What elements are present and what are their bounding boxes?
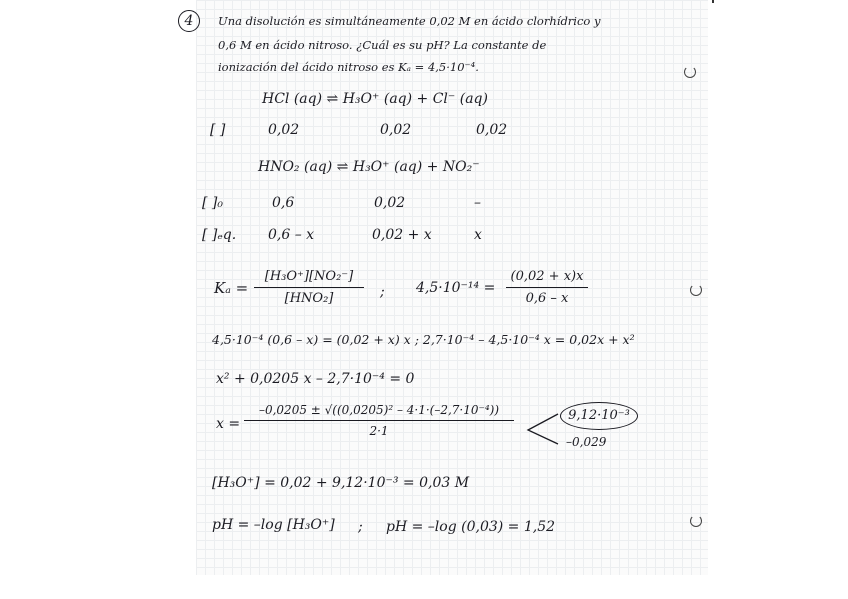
- ka-numerator: [H₃O⁺][NO₂⁻]: [264, 269, 354, 284]
- hole-punch-mark: [690, 515, 702, 527]
- branch-bracket: [524, 410, 560, 446]
- hcl-conc-cl: 0,02: [476, 122, 508, 138]
- quadratic-root-2: –0,029: [566, 435, 607, 449]
- hole-punch-mark: [690, 284, 702, 296]
- problem-line-3: ionización del ácido nitroso es Kₐ = 4,5·10⁻⁴.: [218, 60, 479, 74]
- ph-result: pH = –log (0,03) = 1,52: [386, 519, 556, 535]
- ka-separator: ;: [380, 284, 385, 300]
- ka-fraction-2: [506, 270, 588, 305]
- ka-fraction-bar: [254, 287, 364, 288]
- hno2-initial-no2: –: [474, 195, 481, 211]
- hcl-conc-hcl: 0,02: [268, 122, 300, 138]
- hno2-initial-h3o: 0,02: [374, 195, 406, 211]
- ka-numerator-2: (0,02 + x)x: [510, 269, 584, 284]
- hno2-eq-label: [ ]ₑq.: [202, 227, 237, 243]
- ka-lhs: Kₐ =: [214, 279, 249, 297]
- ka-value: 4,5·10⁻¹⁴ =: [416, 280, 496, 296]
- quadratic-fraction: [244, 404, 514, 437]
- ka-denominator-2: 0,6 – x: [525, 291, 569, 306]
- hno2-eq-h3o: 0,02 + x: [372, 227, 432, 243]
- ka-fraction-bar-2: [506, 287, 588, 288]
- ka-denominator: [HNO₂]: [284, 291, 334, 306]
- quadratic-lhs: x =: [216, 416, 241, 432]
- h3o-result: [H₃O⁺] = 0,02 + 9,12·10⁻³ = 0,03 M: [212, 475, 470, 491]
- hno2-eq-hno2: 0,6 – x: [268, 227, 315, 243]
- ph-definition: pH = –log [H₃O⁺]: [212, 517, 335, 533]
- problem-number: 4: [178, 10, 200, 32]
- hno2-eq-no2: x: [474, 227, 482, 243]
- hole-punch-mark: [684, 66, 696, 78]
- quadratic-denominator: 2·1: [369, 424, 389, 438]
- quadratic-numerator: –0,0205 ± √((0,0205)² – 4·1·(–2,7·10⁻⁴)): [258, 403, 500, 417]
- step-1: 4,5·10⁻⁴ (0,6 – x) = (0,02 + x) x ; 2,7·10⁻⁴ – 4,5·10⁻⁴ x = 0,02x + x²: [212, 332, 635, 347]
- quadratic-fraction-bar: [244, 420, 514, 421]
- ka-fraction: [254, 270, 364, 305]
- hno2-initial-hno2: 0,6: [272, 195, 295, 211]
- problem-line-2: 0,6 M en ácido nitroso. ¿Cuál es su pH? La constante de: [218, 38, 547, 52]
- hcl-conc-h3o: 0,02: [380, 122, 412, 138]
- step-2: x² + 0,0205 x – 2,7·10⁻⁴ = 0: [216, 371, 415, 387]
- hcl-reaction: HCl (aq) ⇌ H₃O⁺ (aq) + Cl⁻ (aq): [262, 91, 488, 107]
- hno2-reaction: HNO₂ (aq) ⇌ H₃O⁺ (aq) + NO₂⁻: [258, 159, 480, 175]
- quadratic-root-1: 9,12·10⁻³: [560, 402, 638, 430]
- hno2-initial-label: [ ]₀: [202, 195, 223, 211]
- hcl-conc-label: [ ]: [210, 122, 226, 138]
- ph-separator: ;: [358, 519, 363, 535]
- page-edge-mark: [712, 0, 714, 3]
- problem-line-1: Una disolución es simultáneamente 0,02 M en ácido clorhídrico y: [218, 14, 601, 28]
